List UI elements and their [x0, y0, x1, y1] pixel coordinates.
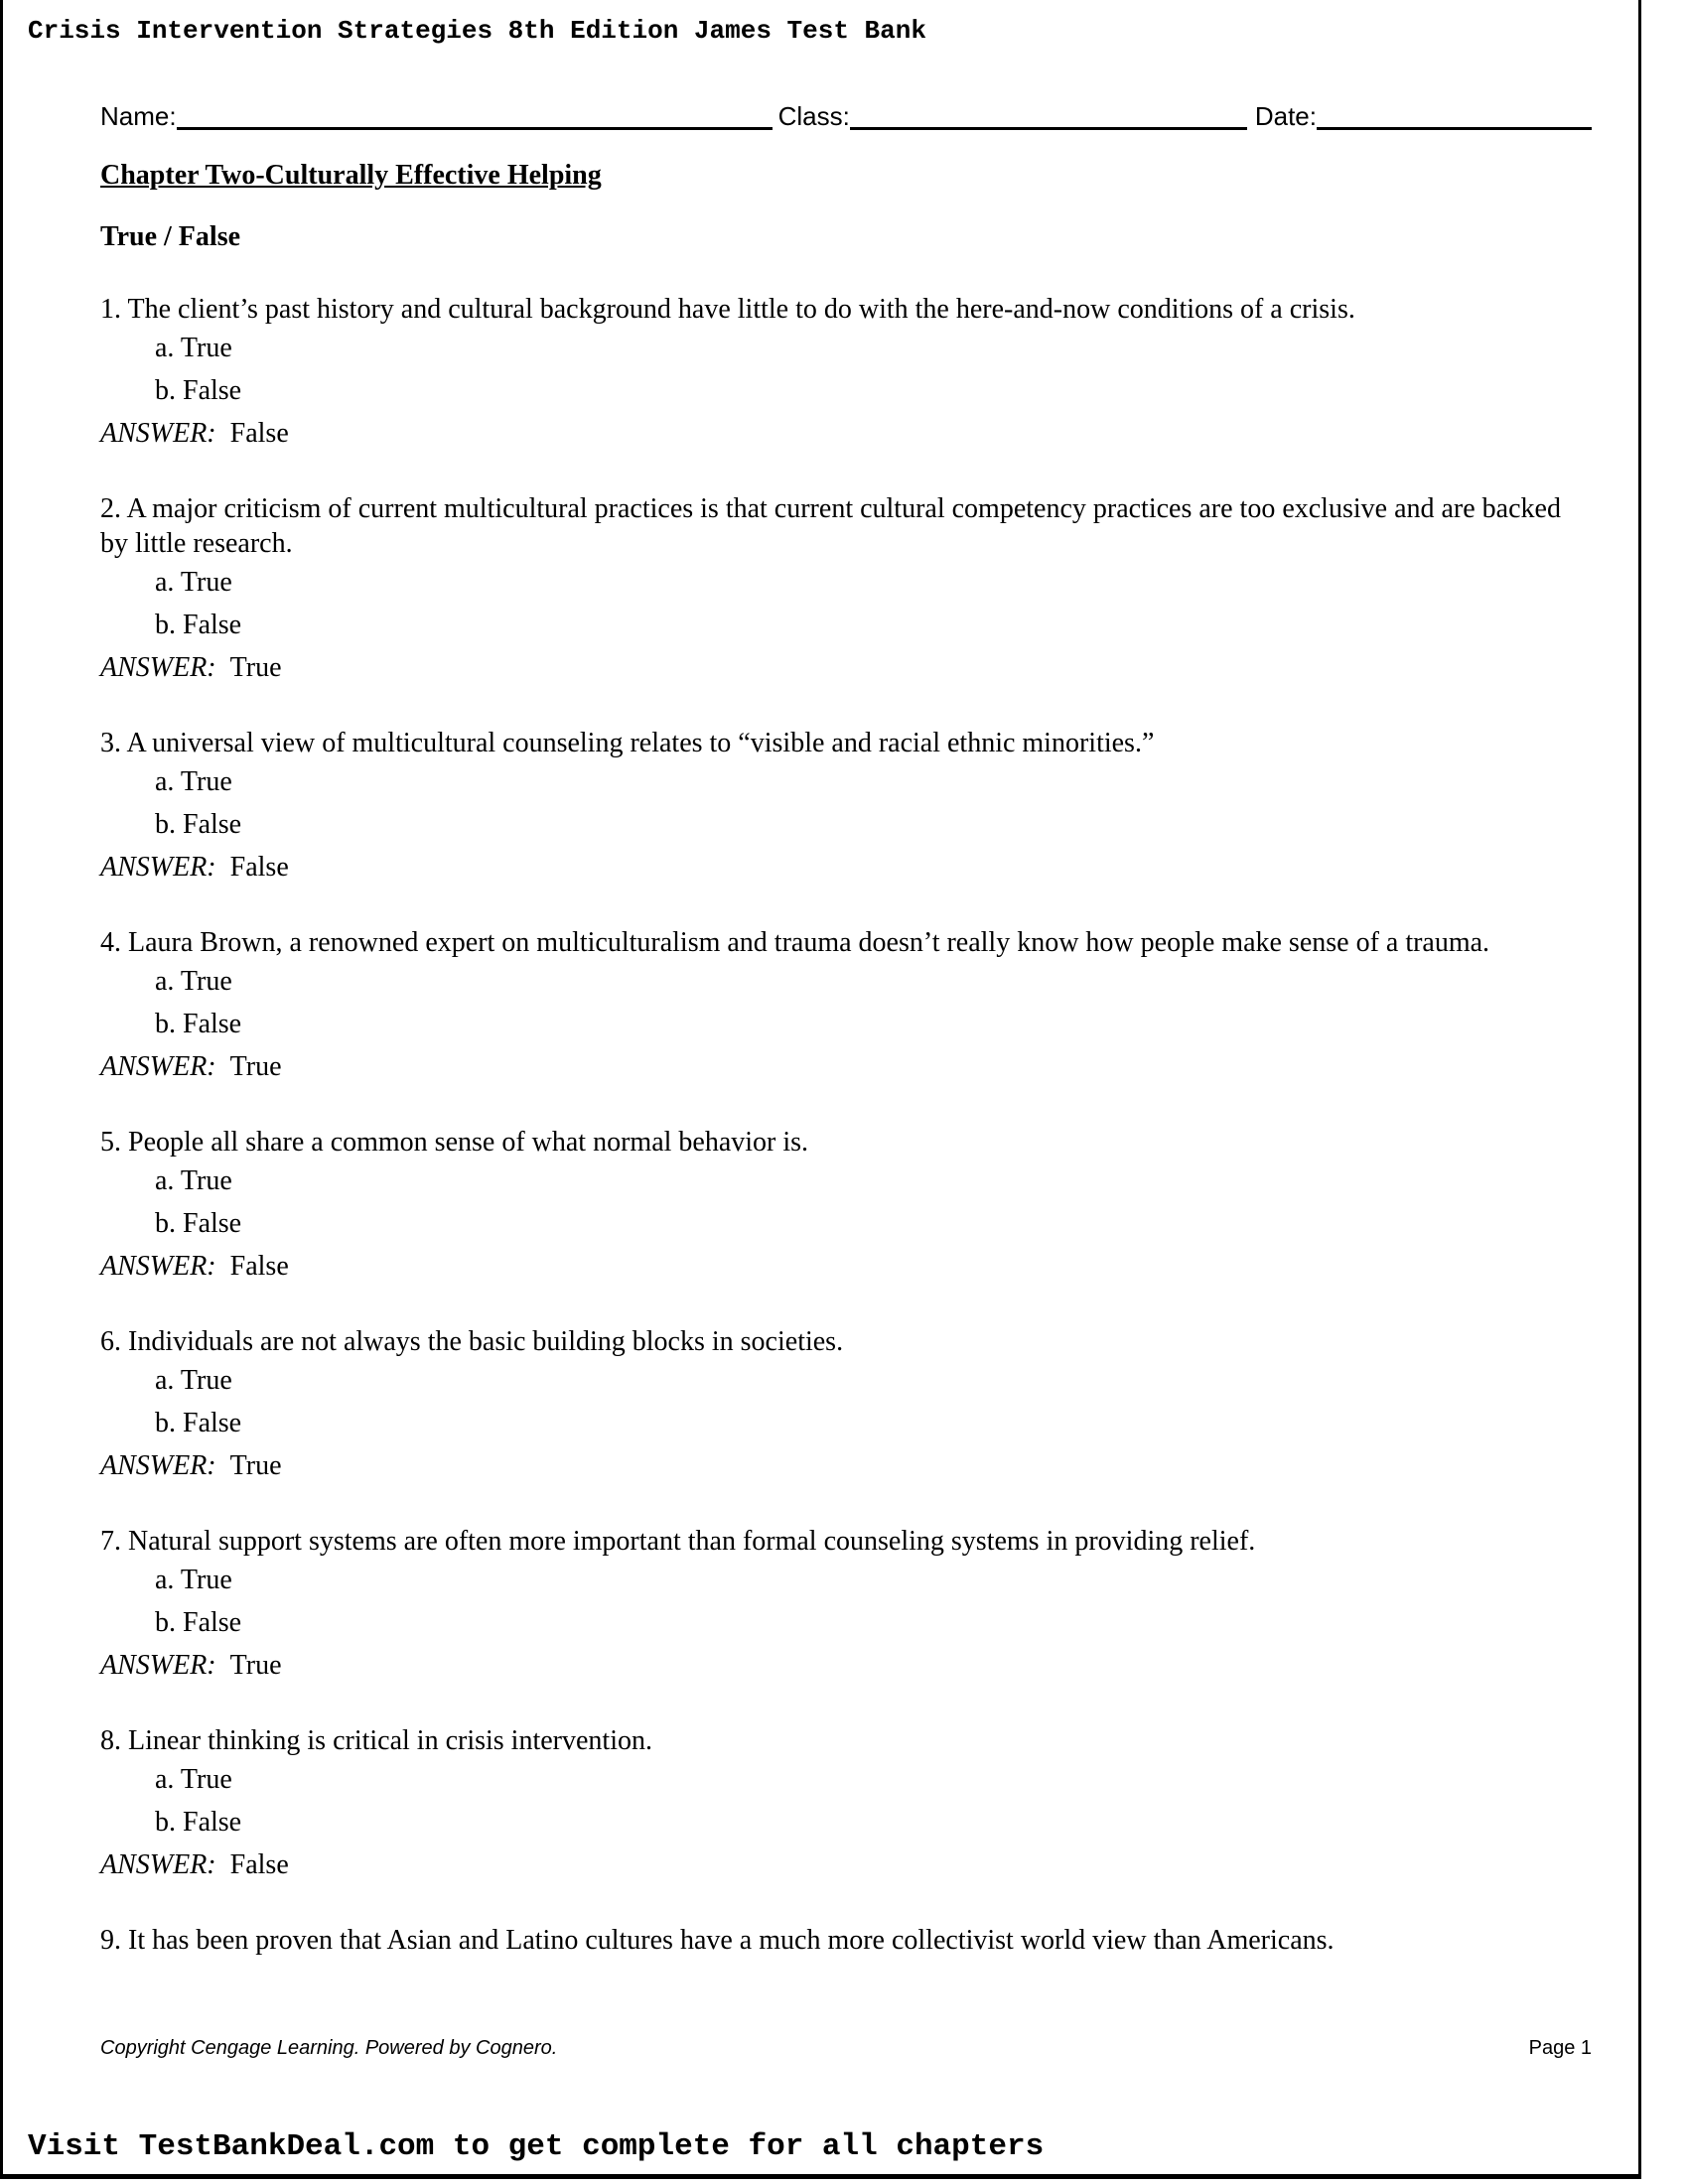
answer-label: ANSWER:: [100, 1051, 216, 1082]
page-footer: [100, 2037, 1592, 2060]
document-title: Crisis Intervention Strategies 8th Edition James Test Bank: [28, 16, 926, 46]
answer-option: b. False: [155, 1208, 242, 1239]
question-text: 7. Natural support systems are often more important than formal counseling systems in providing relief.: [100, 1526, 1256, 1557]
answer-key: [100, 412, 1590, 455]
question-text: 4. Laura Brown, a renowned expert on multiculturalism and trauma doesn’t really know how people make sense of a trauma.: [100, 927, 1490, 958]
date-field[interactable]: [1317, 99, 1592, 130]
answer-option: a. True: [155, 766, 232, 797]
question-item: [100, 292, 1590, 455]
question-item: [100, 1723, 1590, 1886]
student-info-row: [100, 99, 1592, 132]
answer-option: b. False: [155, 809, 242, 840]
question-list: [100, 292, 1590, 1994]
answer-value: False: [229, 1849, 289, 1880]
question-text: 9. It has been proven that Asian and Latino cultures have a much more collectivist world view than Americans.: [100, 1925, 1335, 1956]
question-item: [100, 1923, 1590, 1958]
question-text: 2. A major criticism of current multicultural practices is that current cultural competency practices are too exclusive and are backed by little research.: [100, 493, 1561, 559]
answer-option: a. True: [155, 333, 232, 363]
answer-option: b. False: [155, 610, 242, 640]
answer-label: ANSWER:: [100, 1650, 216, 1681]
answer-label: ANSWER:: [100, 852, 216, 883]
answer-label: ANSWER:: [100, 418, 216, 449]
question-text: 1. The client’s past history and cultural background have little to do with the here-and-now conditions of a crisis.: [100, 294, 1355, 325]
answer-option: b. False: [155, 375, 242, 406]
answer-option: a. True: [155, 567, 232, 598]
answer-value: False: [229, 852, 289, 883]
answer-key: [100, 1843, 1590, 1886]
answer-key: [100, 1045, 1590, 1088]
answer-label: ANSWER:: [100, 1251, 216, 1282]
question-item: [100, 1524, 1590, 1687]
answer-key: [100, 1444, 1590, 1487]
question-item: [100, 726, 1590, 888]
answer-option: a. True: [155, 1165, 232, 1196]
answer-key: [100, 1245, 1590, 1288]
question-text: 6. Individuals are not always the basic building blocks in societies.: [100, 1326, 844, 1357]
question-text: 5. People all share a common sense of what normal behavior is.: [100, 1127, 809, 1158]
chapter-heading: Chapter Two-Culturally Effective Helping: [100, 160, 602, 191]
section-heading: True / False: [100, 221, 241, 252]
question-item: [100, 491, 1590, 689]
class-field[interactable]: [850, 99, 1247, 130]
name-label: Name:: [100, 101, 177, 131]
answer-value: True: [229, 1650, 282, 1681]
date-label: Date:: [1254, 101, 1317, 131]
answer-option: b. False: [155, 1607, 242, 1638]
answer-key: [100, 1644, 1590, 1687]
answer-option: b. False: [155, 1408, 242, 1438]
question-item: [100, 1125, 1590, 1288]
answer-key: [100, 646, 1590, 689]
class-label: Class:: [777, 101, 850, 131]
answer-option: a. True: [155, 1764, 232, 1795]
answer-option: b. False: [155, 1009, 242, 1039]
answer-label: ANSWER:: [100, 1849, 216, 1880]
answer-value: False: [229, 1251, 289, 1282]
answer-option: a. True: [155, 1565, 232, 1595]
answer-option: a. True: [155, 1365, 232, 1396]
answer-label: ANSWER:: [100, 652, 216, 683]
question-text: 3. A universal view of multicultural counseling relates to “visible and racial ethnic minorities.”: [100, 728, 1155, 758]
answer-value: True: [229, 1051, 282, 1082]
name-field[interactable]: [177, 99, 773, 130]
answer-option: b. False: [155, 1807, 242, 1838]
promo-banner: Visit TestBankDeal.com to get complete for all chapters: [28, 2129, 1045, 2164]
answer-label: ANSWER:: [100, 1450, 216, 1481]
answer-key: [100, 846, 1590, 888]
copyright-text: Copyright Cengage Learning. Powered by Cognero.: [100, 2037, 558, 2059]
question-item: [100, 1324, 1590, 1487]
page-number: Page 1: [1528, 2037, 1592, 2059]
question-item: [100, 925, 1590, 1088]
answer-value: True: [229, 652, 282, 683]
answer-value: False: [229, 418, 289, 449]
answer-option: a. True: [155, 966, 232, 997]
answer-value: True: [229, 1450, 282, 1481]
question-text: 8. Linear thinking is critical in crisis intervention.: [100, 1725, 652, 1756]
